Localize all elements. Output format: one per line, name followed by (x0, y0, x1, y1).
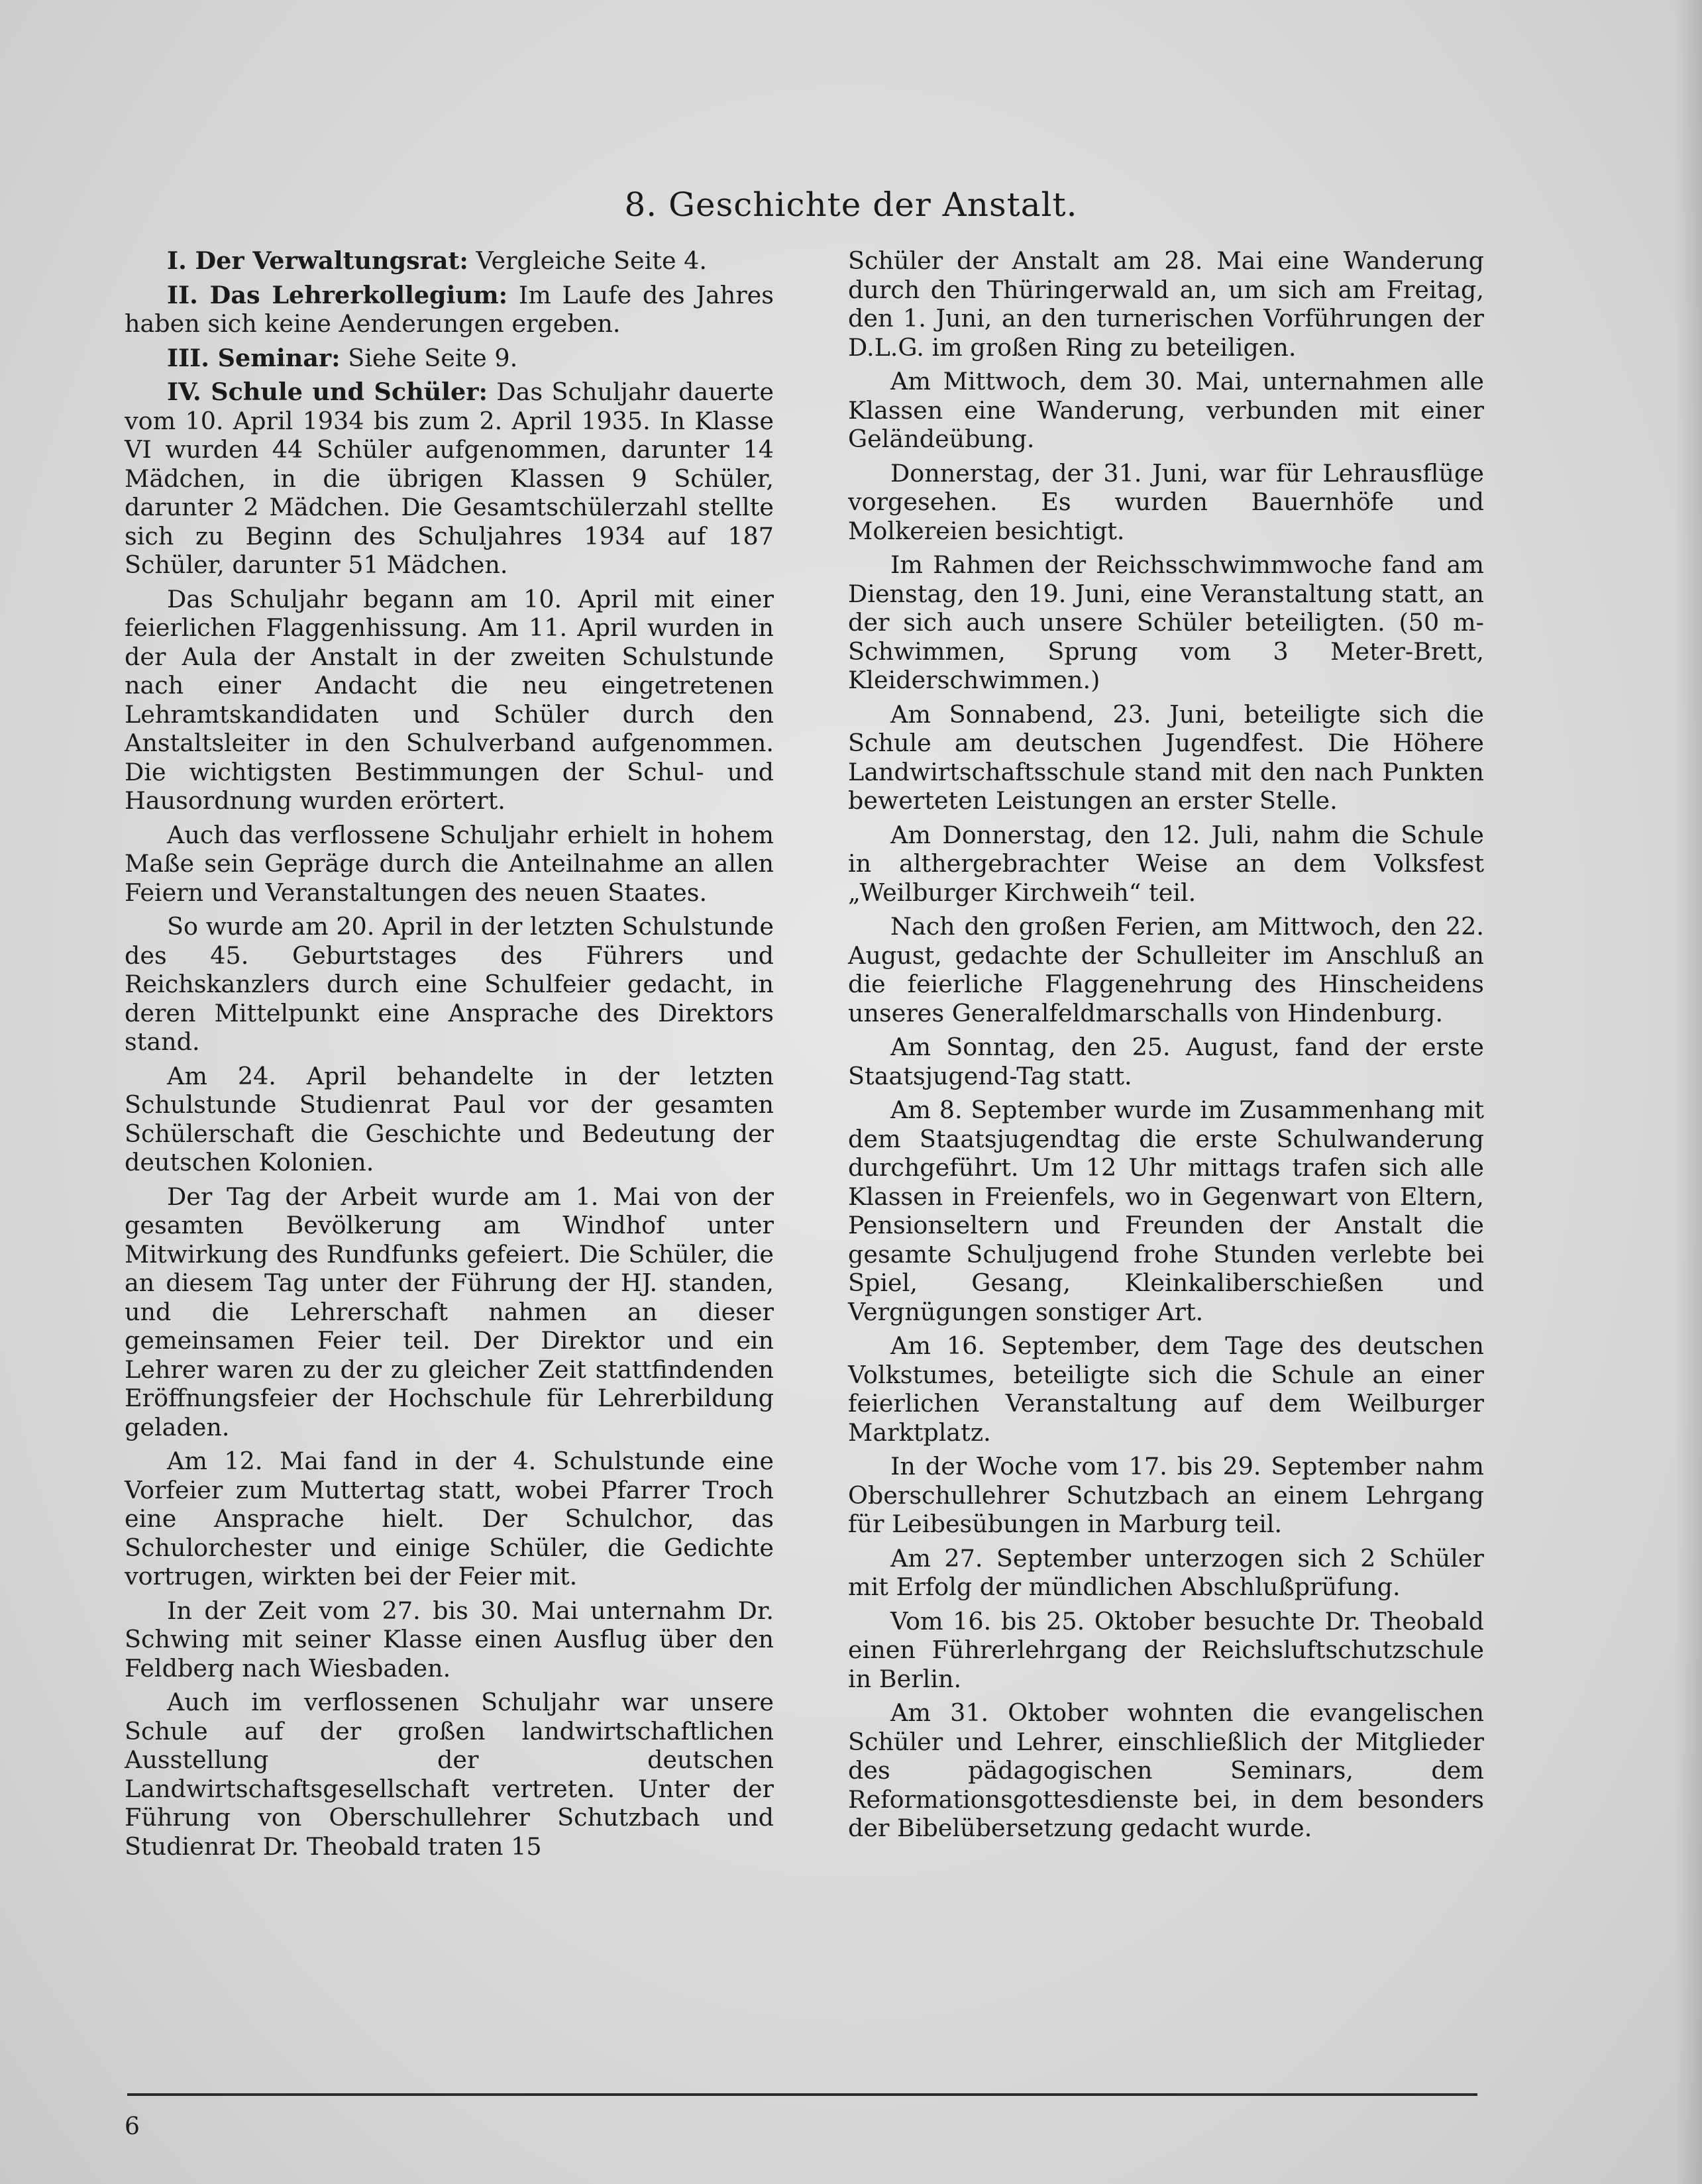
paragraph (125, 344, 774, 373)
paragraph (125, 281, 774, 338)
paragraph: Am Sonnabend, 23. Juni, beteiligte sich die Schule am deutschen Jugendfest. Die Höhere Landwirtschaftsschule stand mit den nach Punkten bewerteten Leistungen an erster Stelle. (848, 700, 1484, 815)
paragraph: Im Rahmen der Reichsschwimmwoche fand am Dienstag, den 19. Juni, eine Veranstaltung statt, an der sich auch unsere Schüler beteiligten. (50 m-Schwimmen, Sprung vom 3 Meter-Brett, Kleiderschwimmen.) (848, 550, 1484, 694)
paragraph: Am 8. September wurde im Zusammenhang mit dem Staatsjugendtag die erste Schulwanderung durchgeführt. Um 12 Uhr mittags trafen sich alle Klassen in Freienfels, wo in Gegenwart von Eltern, Pensionseltern und Freunden der Anstalt die gesamte Schuljugend frohe Stunden verlebte bei Spiel, Gesang, Kleinkaliberschießen und Vergnügungen sonstiger Art. (848, 1096, 1484, 1326)
paragraph-text: Im Laufe des Jahres haben sich keine Aenderungen ergeben. (125, 280, 774, 338)
paragraph: Am 27. September unterzogen sich 2 Schüler mit Erfolg der mündlichen Abschlußprüfung. (848, 1543, 1484, 1601)
paragraph: Auch das verflossene Schuljahr erhielt in hohem Maße sein Gepräge durch die Anteilnahme an allen Feiern und Veranstaltungen des neuen Staates. (125, 820, 774, 907)
paragraph: Vom 16. bis 25. Oktober besuchte Dr. Theobald einen Führerlehrgang der Reichsluftschutzschule in Berlin. (848, 1606, 1484, 1693)
paragraph: Am 16. September, dem Tage des deutschen Volkstumes, beteiligte sich die Schule an einer feierlichen Veranstaltung auf dem Weilburger Marktplatz. (848, 1331, 1484, 1447)
footer-rule (127, 2093, 1477, 2096)
paragraph: Am 12. Mai fand in der 4. Schulstunde eine Vorfeier zum Muttertag statt, wobei Pfarrer Troch eine Ansprache hielt. Der Schulchor, das Schulorchester und einige Schüler, die Gedichte vortrugen, wirkten bei der Feier mit. (125, 1447, 774, 1590)
paragraph: In der Zeit vom 27. bis 30. Mai unternahm Dr. Schwing mit seiner Klasse einen Ausflug über den Feldberg nach Wiesbaden. (125, 1596, 774, 1683)
paragraph-text: Siehe Seite 9. (348, 343, 518, 372)
paragraph (125, 246, 774, 276)
paragraph: Am 24. April behandelte in der letzten Schulstunde Studienrat Paul vor der gesamten Schülerschaft die Geschichte und Bedeutung der deutschen Kolonien. (125, 1061, 774, 1176)
paragraph-text: Das Schuljahr dauerte vom 10. April 1934 bis zum 2. April 1935. In Klasse VI wurden 44 Schüler aufgenommen, darunter 14 Mädchen, in die übrigen Klassen 9 Schüler, darunter 2 Mädchen. Die Gesamtschülerzahl stellte sich zu Beginn des Schuljahres 1934 auf 187 Schüler, darunter 51 Mädchen. (125, 378, 774, 579)
section-title: 8. Geschichte der Anstalt. (624, 185, 1078, 224)
page-edge-shadow (1675, 0, 1702, 2184)
paragraph: Am Sonntag, den 25. August, fand der erste Staatsjugend-Tag statt. (848, 1033, 1484, 1090)
paragraph: Schüler der Anstalt am 28. Mai eine Wanderung durch den Thüringerwald an, um sich am Freitag, den 1. Juni, an den turnerischen Vorführungen der D.L.G. im großen Ring zu beteiligen. (848, 246, 1484, 362)
paragraph-label: I. Der Verwaltungsrat: (167, 246, 468, 275)
paragraph-label: II. Das Lehrerkollegium: (167, 280, 508, 309)
paragraph-label: III. Seminar: (167, 343, 341, 372)
paragraph: Nach den großen Ferien, am Mittwoch, den 22. August, gedachte der Schulleiter im Anschluß an die feierliche Flaggenehrung des Hinscheidens unseres Generalfeldmarschalls von Hindenburg. (848, 912, 1484, 1027)
paragraph: Der Tag der Arbeit wurde am 1. Mai von der gesamten Bevölkerung am Windhof unter Mitwirkung des Rundfunks gefeiert. Die Schüler, die an diesem Tag unter der Führung der HJ. standen, und die Lehrerschaft nahmen an dieser gemeinsamen Feier teil. Der Direktor und ein Lehrer waren zu der zu gleicher Zeit stattfindenden Eröffnungsfeier der Hochschule für Lehrerbildung geladen. (125, 1182, 774, 1441)
paragraph: Am Mittwoch, dem 30. Mai, unternahmen alle Klassen eine Wanderung, verbunden mit einer Geländeübung. (848, 367, 1484, 453)
paragraph: Am Donnerstag, den 12. Juli, nahm die Schule in althergebrachter Weise an dem Volksfest „Weilburger Kirchweih“ teil. (848, 820, 1484, 907)
paragraph-label: IV. Schule und Schüler: (167, 378, 488, 406)
paragraph: So wurde am 20. April in der letzten Schulstunde des 45. Geburtstages des Führers und Reichskanzlers durch eine Schulfeier gedacht, in deren Mittelpunkt eine Ansprache des Direktors stand. (125, 912, 774, 1056)
paragraph-text: Vergleiche Seite 4. (476, 246, 707, 275)
paragraph: Das Schuljahr begann am 10. April mit einer feierlichen Flaggenhissung. Am 11. April wurden in der Aula der Anstalt in der zweiten Schulstunde nach einer Andacht die neu eingetretenen Lehramtskandidaten und Schüler durch den Anstaltsleiter in den Schulverband aufgenommen. Die wichtigsten Bestimmungen der Schul- und Hausordnung wurden erörtert. (125, 584, 774, 815)
paragraph: Am 31. Oktober wohnten die evangelischen Schüler und Lehrer, einschließlich der Mitglieder des pädagogischen Seminars, dem Reformationsgottesdienste bei, in dem besonders der Bibelübersetzung gedacht wurde. (848, 1698, 1484, 1842)
paragraph (125, 378, 774, 580)
paragraph: In der Woche vom 17. bis 29. September nahm Oberschullehrer Schutzbach an einem Lehrgang für Leibesübungen in Marburg teil. (848, 1452, 1484, 1538)
left-column (125, 246, 774, 1866)
paragraph: Auch im verflossenen Schuljahr war unsere Schule auf der großen landwirtschaftlichen Ausstellung der deutschen Landwirtschaftsgesellschaft vertreten. Unter der Führung von Oberschullehrer Schutzbach und Studienrat Dr. Theobald traten 15 (125, 1688, 774, 1861)
paragraph: Donnerstag, der 31. Juni, war für Lehrausflüge vorgesehen. Es wurden Bauernhöfe und Molkereien besichtigt. (848, 458, 1484, 545)
right-column (848, 246, 1484, 1848)
page-number: 6 (125, 2113, 140, 2140)
